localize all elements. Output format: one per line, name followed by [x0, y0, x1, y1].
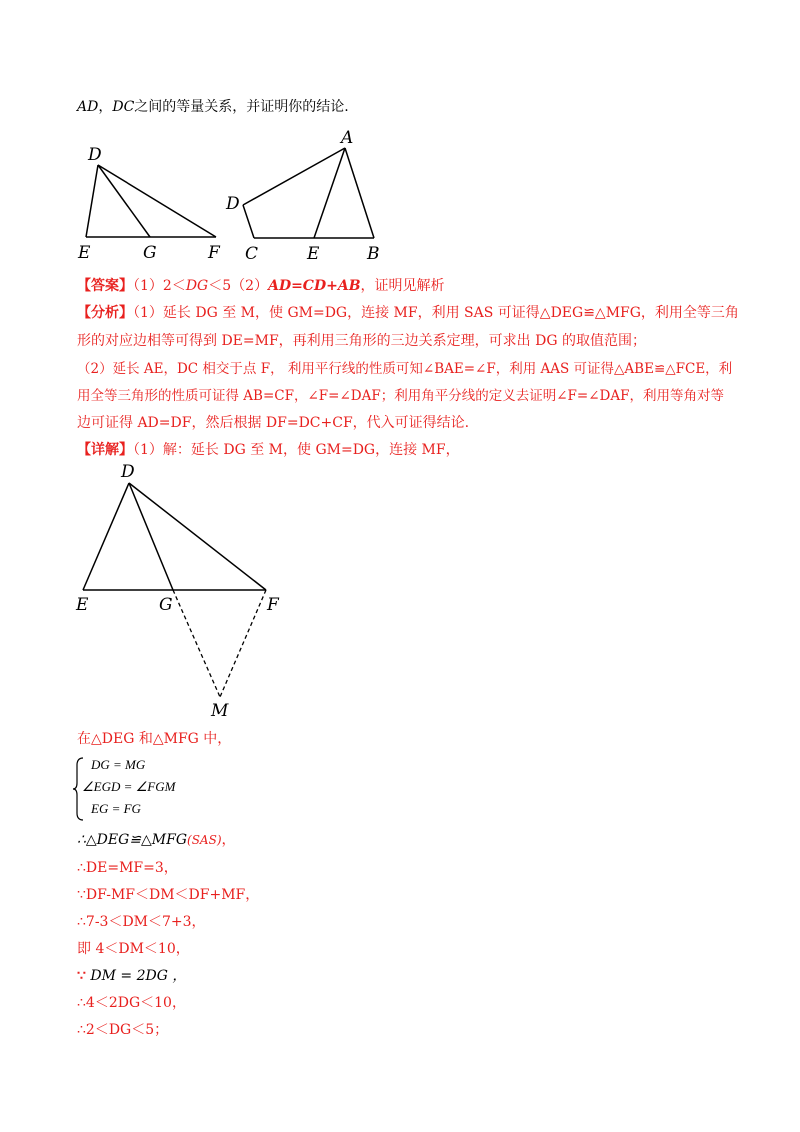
proof-step-6-text: DM = 2DG ， — [85, 968, 187, 984]
fig1-label-f: F — [208, 243, 220, 263]
intro-line — [77, 97, 349, 117]
fig3-label-m: M — [211, 701, 229, 721]
intro-ad: AD — [77, 99, 99, 115]
fig2-label-a: A — [341, 128, 354, 148]
proof-step-8: ∴2＜DG＜5； — [77, 1022, 169, 1038]
analysis-line-5: 边可证得 AD=DF，然后根据 DF=DC+CF，代入可证得结论. — [77, 415, 470, 431]
detail-tag: 【详解】 — [77, 442, 133, 458]
intro-dc: DC — [112, 99, 135, 115]
fig3-label-f: F — [267, 595, 279, 615]
proof-step-6-mark: ∵ — [77, 968, 86, 984]
condition-3: EG = FG — [91, 801, 141, 816]
figure-quadrilateral-abcd — [220, 125, 390, 265]
answer-tag: 【答案】 — [77, 278, 133, 294]
proof-in-triangles: 在△DEG 和△MFG 中， — [77, 731, 232, 747]
fig2-label-d: D — [226, 194, 240, 214]
answer-line — [77, 276, 445, 296]
analysis-line-3: （2）延长 AE，DC 相交于点 F， 利用平行线的性质可知∠BAE=∠F，利用 AAS 可证得△ABE≌△FCE，利 — [77, 361, 733, 377]
detail-text-1: （1）解：延长 DG 至 M，使 GM=DG，连接 MF， — [133, 442, 460, 458]
answer-var: DG — [185, 278, 209, 294]
proof-step-5: 即 4＜DM＜10， — [77, 941, 190, 957]
fig3-label-e: E — [76, 595, 89, 615]
proof-step-1-end: ， — [221, 832, 236, 848]
proof-step-1-text: ∴△DEG≌△MFG — [77, 832, 188, 848]
proof-step-1 — [77, 830, 236, 850]
analysis-line-4: 用全等三角形的性质可证得 AB=CF，∠F=∠DAF；利用角平分线的定义去证明∠F=∠DAF，利用等角对等 — [77, 388, 724, 404]
fig2-label-e: E — [307, 244, 320, 264]
fig2-label-c: C — [245, 244, 259, 264]
condition-2: ∠EGD = ∠FGM — [82, 779, 176, 794]
intro-rest: 之间的等量关系，并证明你的结论. — [134, 99, 349, 115]
analysis-tag: 【分析】 — [77, 305, 133, 321]
condition-1: DG = MG — [91, 757, 146, 772]
fig3-label-g: G — [159, 595, 173, 615]
intro-sep: ， — [98, 99, 113, 115]
fig1-label-d: D — [88, 145, 102, 165]
answer-part2: AD=CD+AB — [268, 278, 361, 294]
figure-triangle-extended — [70, 460, 300, 725]
proof-step-3: ∵DF-MF＜DM＜DF+MF， — [77, 887, 260, 903]
answer-part1: （1）2＜ — [133, 278, 186, 294]
fig1-label-e: E — [78, 243, 91, 263]
fig3-label-d: D — [121, 462, 135, 482]
fig2-label-b: B — [367, 244, 380, 264]
answer-part1-end: ＜5（2） — [208, 278, 269, 294]
analysis-line-2: 形的对应边相等可得到 DE=MF，再利用三角形的三边关系定理，可求出 DG 的取值范围； — [77, 333, 646, 349]
fig1-label-g: G — [143, 243, 157, 263]
proof-step-1-note: (SAS) — [187, 833, 222, 847]
analysis-line-1 — [77, 303, 739, 323]
answer-part3: ，证明见解析 — [360, 278, 445, 294]
analysis-text-1: （1）延长 DG 至 M，使 GM=DG，连接 MF，利用 SAS 可证得△DEG≌△MFG，利用全等三角 — [133, 305, 739, 321]
proof-step-2: ∴DE=MF=3， — [77, 860, 178, 876]
detail-line-1 — [77, 440, 460, 460]
proof-step-7: ∴4＜2DG＜10， — [77, 995, 186, 1011]
proof-step-4: ∴7-3＜DM＜7+3， — [77, 914, 206, 930]
proof-step-6 — [77, 966, 186, 986]
